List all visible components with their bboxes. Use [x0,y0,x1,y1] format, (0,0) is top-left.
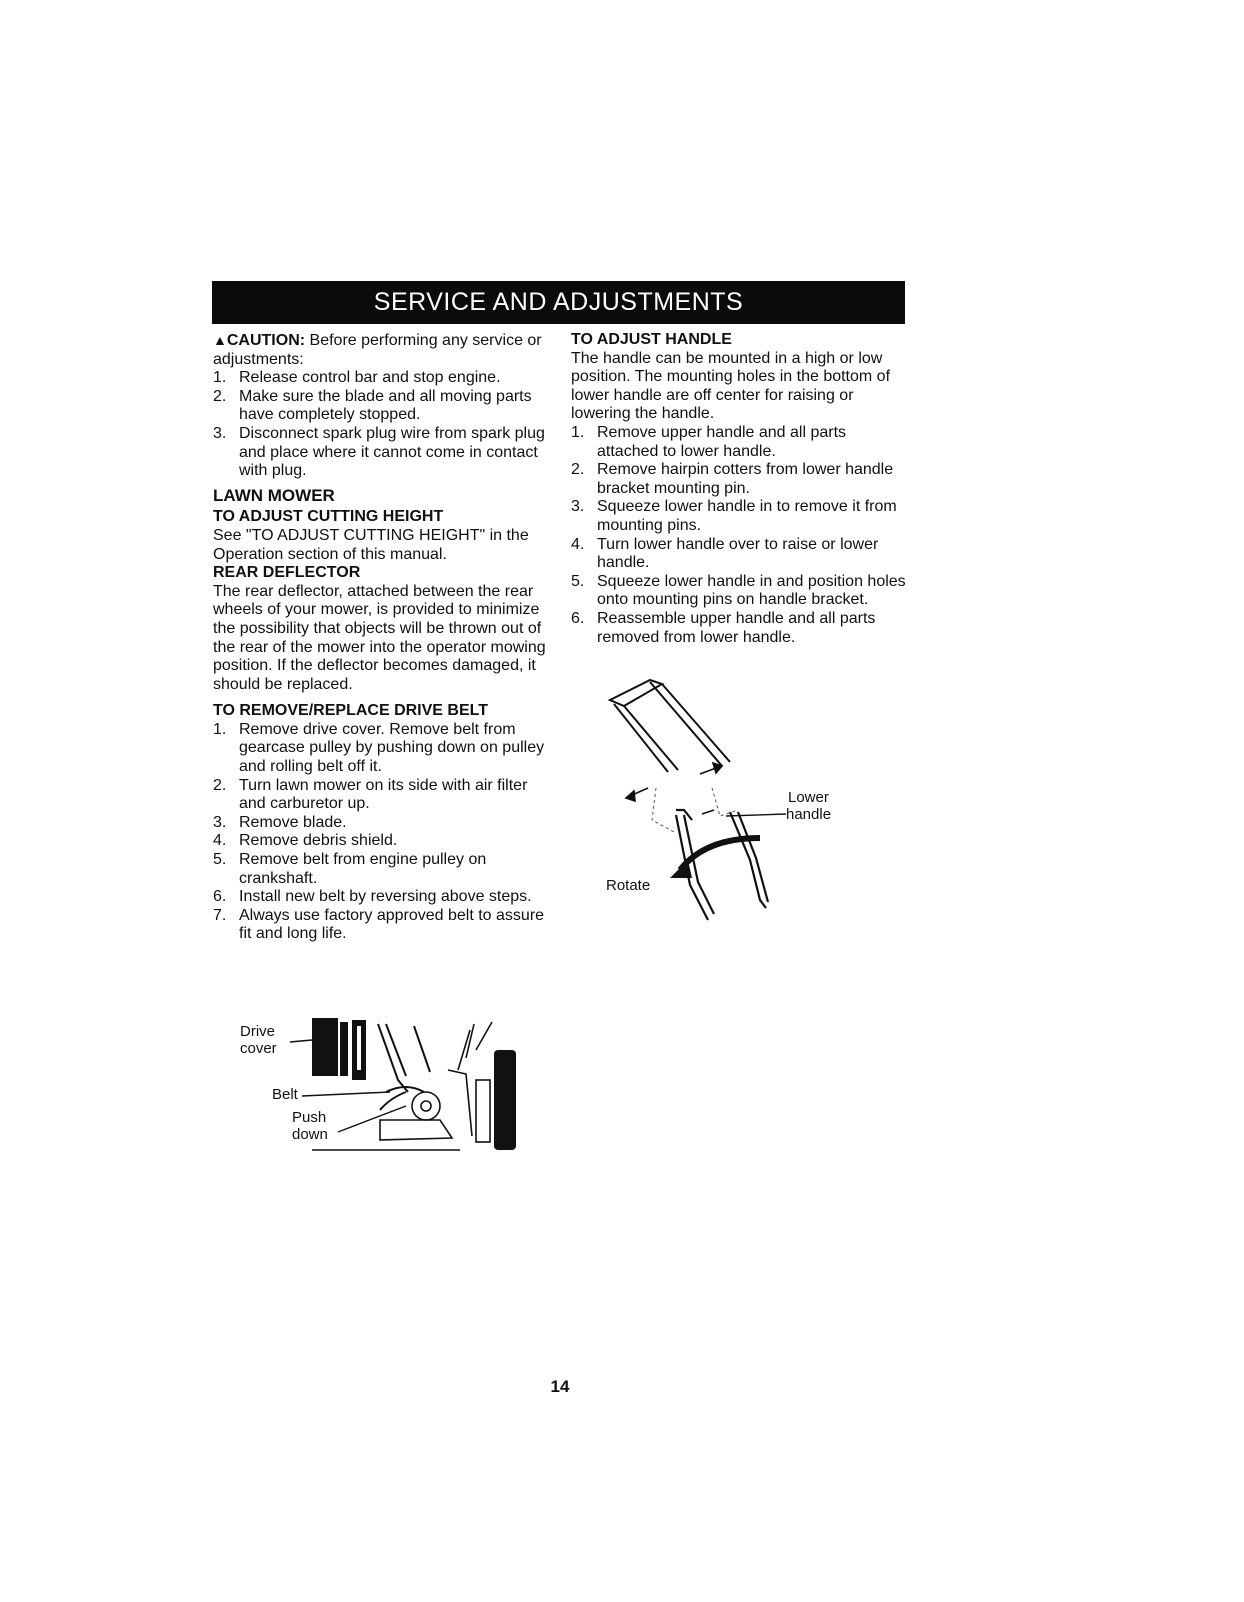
list-item: 2. Turn lawn mower on its side with air filter and carburetor up. [213,776,528,813]
lower-handle-label-2: handle [786,806,832,823]
rear-deflector-heading: REAR DEFLECTOR [213,564,361,582]
caution-text: Before performing any service or adjustments: [213,332,542,368]
warning-triangle-icon: ▲ [213,332,227,348]
push-down-label-1: Push [292,1109,327,1126]
list-item: 6. Reassemble upper handle and all parts removed from lower handle. [571,609,876,646]
adjust-handle-text: The handle can be mounted in a high or low position. The mounting holes in the bottom of lower handle are off center for raising or lowering the handle. [571,349,891,423]
wheel-hub [476,1080,490,1142]
list-item: 2. Remove hairpin cotters from lower handle bracket mounting pin. [571,461,894,497]
wheel-illustration [494,1050,516,1150]
list-item: 7. Always use factory approved belt to assure fit and long life. [213,906,545,943]
list-item: 5. Remove belt from engine pulley on crankshaft. [213,851,487,887]
belt-leader [302,1092,390,1096]
caution-label: CAUTION: [226,332,306,349]
left-column [213,331,558,944]
upper-handle-illustration [610,680,730,772]
drive-cover-leader [290,1040,312,1042]
adjust-handle-steps [571,424,911,647]
list-item: 1. Release control bar and stop engine. [213,369,501,387]
lawn-mower-heading: LAWN MOWER [213,485,335,505]
caution-intro [213,331,558,369]
drive-cover-label-2: cover [240,1040,277,1057]
drive-belt-steps [213,721,558,944]
list-item: 3. Squeeze lower handle in to remove it from mounting pins. [571,498,897,534]
section-title-banner: SERVICE AND ADJUSTMENTS [212,281,905,324]
adjust-handle-heading: TO ADJUST HANDLE [571,331,732,348]
handle-diagram [590,670,850,930]
list-item: 1. Remove upper handle and all parts attached to lower handle. [571,423,847,460]
caution-steps [213,369,558,481]
pulley-icon [412,1092,440,1120]
list-item: 4. Remove debris shield. [213,832,398,850]
belt-diagram [230,1010,530,1160]
cutting-height-text: See "TO ADJUST CUTTING HEIGHT" in the Operation section of this manual. [213,526,529,563]
lower-handle-leader [726,814,786,816]
cutting-height-heading: TO ADJUST CUTTING HEIGHT [213,508,444,526]
lower-handle-label-1: Lower [788,789,829,806]
drive-belt-heading: TO REMOVE/REPLACE DRIVE BELT [213,702,488,720]
list-item: 3. Disconnect spark plug wire from spark plug and place where it cannot come in contact with plug. [213,424,545,480]
push-down-leader [338,1106,406,1132]
page-number: 14 [550,1377,570,1396]
list-item: 5. Squeeze lower handle in and position holes onto mounting pins on handle bracket. [571,572,906,609]
list-item: 1. Remove drive cover. Remove belt from gearcase pulley by pushing down on pulley and rolling belt off it. [213,720,545,776]
list-item: 4. Turn lower handle over to raise or lower handle. [571,535,879,572]
belt-label: Belt [272,1086,298,1103]
rear-deflector-text: The rear deflector, attached between the rear wheels of your mower, is provided to minimize the possibility that objects will be thrown out of the rear of the mower into the operator mowing position. If the deflector becomes damaged, it should be replaced. [213,582,546,693]
belt-illustration [378,1024,430,1110]
mounting-bracket-outline [652,788,738,832]
rotate-label: Rotate [606,877,651,894]
drive-cover-illustration [312,1018,366,1080]
pin-arrows [626,763,722,814]
right-column [571,331,911,647]
list-item: 3. Remove blade. [213,813,347,831]
drive-cover-label-1: Drive [240,1023,276,1040]
push-down-label-2: down [292,1126,328,1143]
lower-handle-illustration [676,810,768,920]
list-item: 2. Make sure the blade and all moving parts have completely stopped. [213,387,532,424]
list-item: 6. Install new belt by reversing above steps. [213,888,532,906]
